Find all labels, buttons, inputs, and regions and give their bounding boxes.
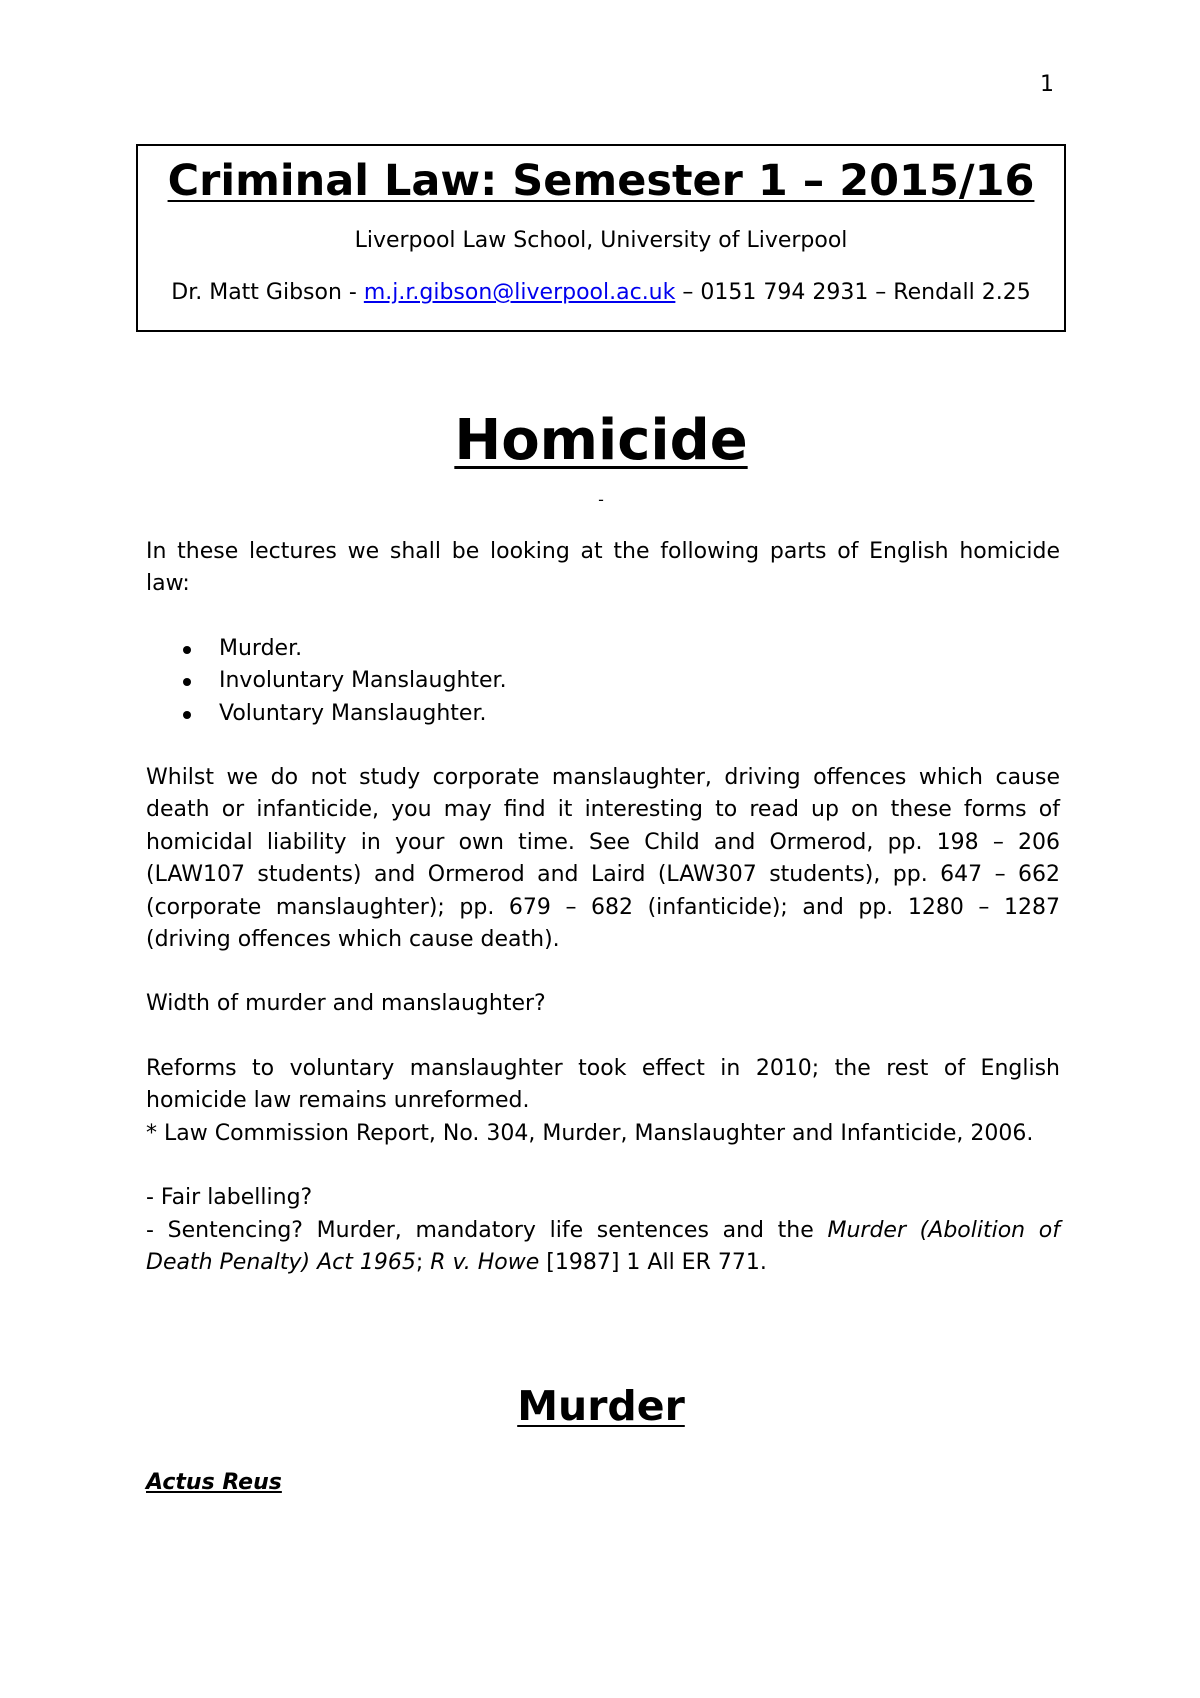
title-dash: - bbox=[598, 490, 604, 509]
email-link[interactable]: m.j.r.gibson@liverpool.ac.uk bbox=[363, 280, 676, 305]
school-name: Liverpool Law School, University of Liverpool bbox=[354, 228, 848, 253]
course-header-box bbox=[136, 144, 1066, 332]
law-commission-note: * Law Commission Report, No. 304, Murder, Manslaughter and Infanticide, 2006. bbox=[146, 1120, 1034, 1146]
fair-labelling-note: - Fair labelling? bbox=[146, 1185, 313, 1211]
reforms-paragraph: Reforms to voluntary manslaughter took effect in 2010; the rest of English homicide law remains unreformed. bbox=[146, 1055, 1060, 1114]
sentencing-note: - Sentencing? Murder, mandatory life sentences and the Murder (Abolition of Death Penalty) Act 1965; R v. Howe [1987] 1 All ER 771. bbox=[146, 1217, 1060, 1275]
document-body bbox=[146, 536, 1060, 1279]
main-title: Homicide bbox=[454, 408, 748, 473]
act-name: Murder (Abolition of Death Penalty) Act 1965 bbox=[146, 1217, 1060, 1275]
bullet-icon bbox=[183, 678, 191, 686]
course-title: Criminal Law: Semester 1 – 2015/16 bbox=[167, 156, 1035, 206]
subsection-title-actus-reus: Actus Reus bbox=[146, 1470, 282, 1495]
topics-list bbox=[146, 633, 1060, 730]
list-item: Murder. bbox=[146, 633, 1060, 665]
section-title-murder: Murder bbox=[517, 1382, 685, 1430]
bullet-icon bbox=[183, 711, 191, 719]
page-number: 1 bbox=[1040, 72, 1054, 97]
width-question: Width of murder and manslaughter? bbox=[146, 991, 546, 1017]
intro-paragraph: In these lectures we shall be looking at the following parts of English homicide law: bbox=[146, 539, 1060, 597]
case-name: R v. Howe bbox=[430, 1249, 540, 1275]
list-item: Involuntary Manslaughter. bbox=[146, 665, 1060, 697]
list-item: Voluntary Manslaughter. bbox=[146, 698, 1060, 730]
lecturer-contact bbox=[158, 278, 1044, 307]
lecturer-name: Dr. Matt Gibson - bbox=[171, 280, 364, 305]
whilst-paragraph: Whilst we do not study corporate manslaughter, driving offences which cause death or infanticide, you may find it interesting to read up on these forms of homicidal liability in your own time. See Child and Ormerod, pp. 198 – 206 (LAW107 students) and Ormerod and Laird (LAW307 students), pp. 647 – 662 (corporate manslaughter); pp. 679 – 682 (infanticide); and pp. 1280 – 1287 (driving offences which cause death). bbox=[146, 765, 1060, 953]
contact-details: – 0151 794 2931 – Rendall 2.25 bbox=[675, 280, 1031, 305]
bullet-icon bbox=[183, 646, 191, 654]
